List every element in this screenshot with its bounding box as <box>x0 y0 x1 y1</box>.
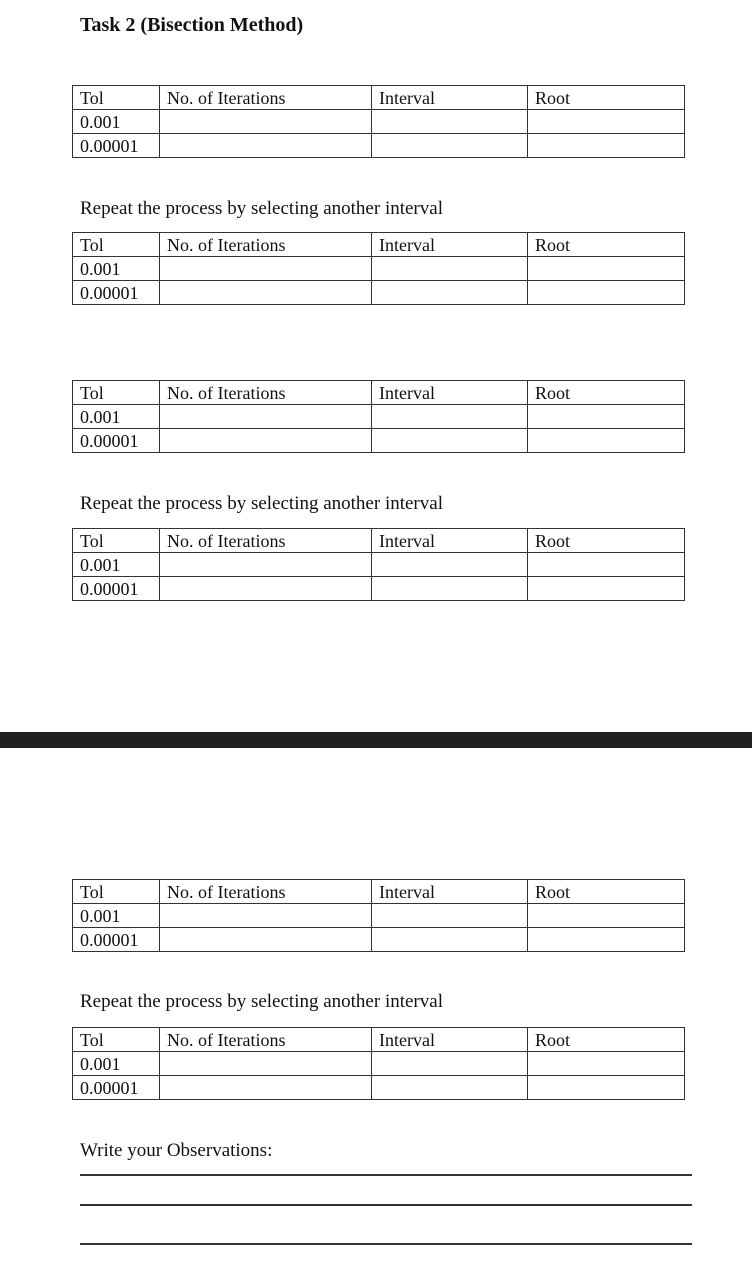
observation-writing-line[interactable] <box>80 1243 692 1245</box>
tol-cell: 0.00001 <box>73 928 160 952</box>
root-cell[interactable] <box>528 429 685 453</box>
page-title: Task 2 (Bisection Method) <box>80 14 304 36</box>
iterations-cell[interactable] <box>160 281 372 305</box>
iterations-cell[interactable] <box>160 553 372 577</box>
iterations-cell[interactable] <box>160 1076 372 1100</box>
header-iterations: No. of Iterations <box>160 1028 372 1052</box>
tol-cell: 0.00001 <box>73 281 160 305</box>
iterations-cell[interactable] <box>160 405 372 429</box>
header-tol: Tol <box>73 880 160 904</box>
repeat-instruction: Repeat the process by selecting another interval <box>80 991 443 1012</box>
observation-writing-line[interactable] <box>80 1204 692 1206</box>
results-table-4 <box>72 528 685 601</box>
table-row <box>73 1076 685 1100</box>
interval-cell[interactable] <box>372 134 528 158</box>
table-row <box>73 904 685 928</box>
table-row <box>73 134 685 158</box>
header-tol: Tol <box>73 233 160 257</box>
root-cell[interactable] <box>528 928 685 952</box>
header-iterations: No. of Iterations <box>160 880 372 904</box>
header-tol: Tol <box>73 86 160 110</box>
tol-cell: 0.00001 <box>73 577 160 601</box>
table-header-row <box>73 880 685 904</box>
results-table-5 <box>72 879 685 952</box>
root-cell[interactable] <box>528 553 685 577</box>
results-table-2 <box>72 232 685 305</box>
tol-cell: 0.001 <box>73 904 160 928</box>
header-interval: Interval <box>372 880 528 904</box>
iterations-cell[interactable] <box>160 1052 372 1076</box>
iterations-cell[interactable] <box>160 110 372 134</box>
repeat-instruction: Repeat the process by selecting another interval <box>80 198 443 219</box>
repeat-instruction: Repeat the process by selecting another interval <box>80 493 443 514</box>
tol-cell: 0.001 <box>73 1052 160 1076</box>
tol-cell: 0.001 <box>73 257 160 281</box>
iterations-cell[interactable] <box>160 577 372 601</box>
tol-cell: 0.001 <box>73 110 160 134</box>
tol-cell: 0.001 <box>73 405 160 429</box>
root-cell[interactable] <box>528 1076 685 1100</box>
interval-cell[interactable] <box>372 928 528 952</box>
results-table-3 <box>72 380 685 453</box>
interval-cell[interactable] <box>372 429 528 453</box>
table-header-row <box>73 1028 685 1052</box>
iterations-cell[interactable] <box>160 928 372 952</box>
header-iterations: No. of Iterations <box>160 529 372 553</box>
header-root: Root <box>528 880 685 904</box>
tol-cell: 0.001 <box>73 553 160 577</box>
header-interval: Interval <box>372 529 528 553</box>
header-interval: Interval <box>372 1028 528 1052</box>
interval-cell[interactable] <box>372 577 528 601</box>
root-cell[interactable] <box>528 257 685 281</box>
table-row <box>73 257 685 281</box>
table-row <box>73 553 685 577</box>
results-table-1 <box>72 85 685 158</box>
header-iterations: No. of Iterations <box>160 233 372 257</box>
table-row <box>73 429 685 453</box>
page-divider-bar <box>0 732 752 748</box>
interval-cell[interactable] <box>372 1076 528 1100</box>
interval-cell[interactable] <box>372 110 528 134</box>
root-cell[interactable] <box>528 577 685 601</box>
interval-cell[interactable] <box>372 904 528 928</box>
iterations-cell[interactable] <box>160 134 372 158</box>
tol-cell: 0.00001 <box>73 134 160 158</box>
header-tol: Tol <box>73 1028 160 1052</box>
table-row <box>73 928 685 952</box>
header-iterations: No. of Iterations <box>160 381 372 405</box>
table-row <box>73 281 685 305</box>
iterations-cell[interactable] <box>160 257 372 281</box>
root-cell[interactable] <box>528 134 685 158</box>
interval-cell[interactable] <box>372 281 528 305</box>
root-cell[interactable] <box>528 904 685 928</box>
tol-cell: 0.00001 <box>73 1076 160 1100</box>
table-header-row <box>73 381 685 405</box>
root-cell[interactable] <box>528 281 685 305</box>
table-row <box>73 110 685 134</box>
root-cell[interactable] <box>528 405 685 429</box>
header-interval: Interval <box>372 86 528 110</box>
header-interval: Interval <box>372 381 528 405</box>
table-row <box>73 577 685 601</box>
root-cell[interactable] <box>528 1052 685 1076</box>
header-tol: Tol <box>73 529 160 553</box>
table-header-row <box>73 86 685 110</box>
interval-cell[interactable] <box>372 553 528 577</box>
tol-cell: 0.00001 <box>73 429 160 453</box>
iterations-cell[interactable] <box>160 429 372 453</box>
table-row <box>73 1052 685 1076</box>
root-cell[interactable] <box>528 110 685 134</box>
header-root: Root <box>528 86 685 110</box>
header-root: Root <box>528 529 685 553</box>
table-header-row <box>73 529 685 553</box>
header-iterations: No. of Iterations <box>160 86 372 110</box>
header-interval: Interval <box>372 233 528 257</box>
interval-cell[interactable] <box>372 1052 528 1076</box>
table-row <box>73 405 685 429</box>
observations-label: Write your Observations: <box>80 1140 273 1161</box>
iterations-cell[interactable] <box>160 904 372 928</box>
interval-cell[interactable] <box>372 257 528 281</box>
header-root: Root <box>528 233 685 257</box>
header-tol: Tol <box>73 381 160 405</box>
interval-cell[interactable] <box>372 405 528 429</box>
table-header-row <box>73 233 685 257</box>
header-root: Root <box>528 381 685 405</box>
results-table-6 <box>72 1027 685 1100</box>
header-root: Root <box>528 1028 685 1052</box>
observation-writing-line[interactable] <box>80 1174 692 1176</box>
